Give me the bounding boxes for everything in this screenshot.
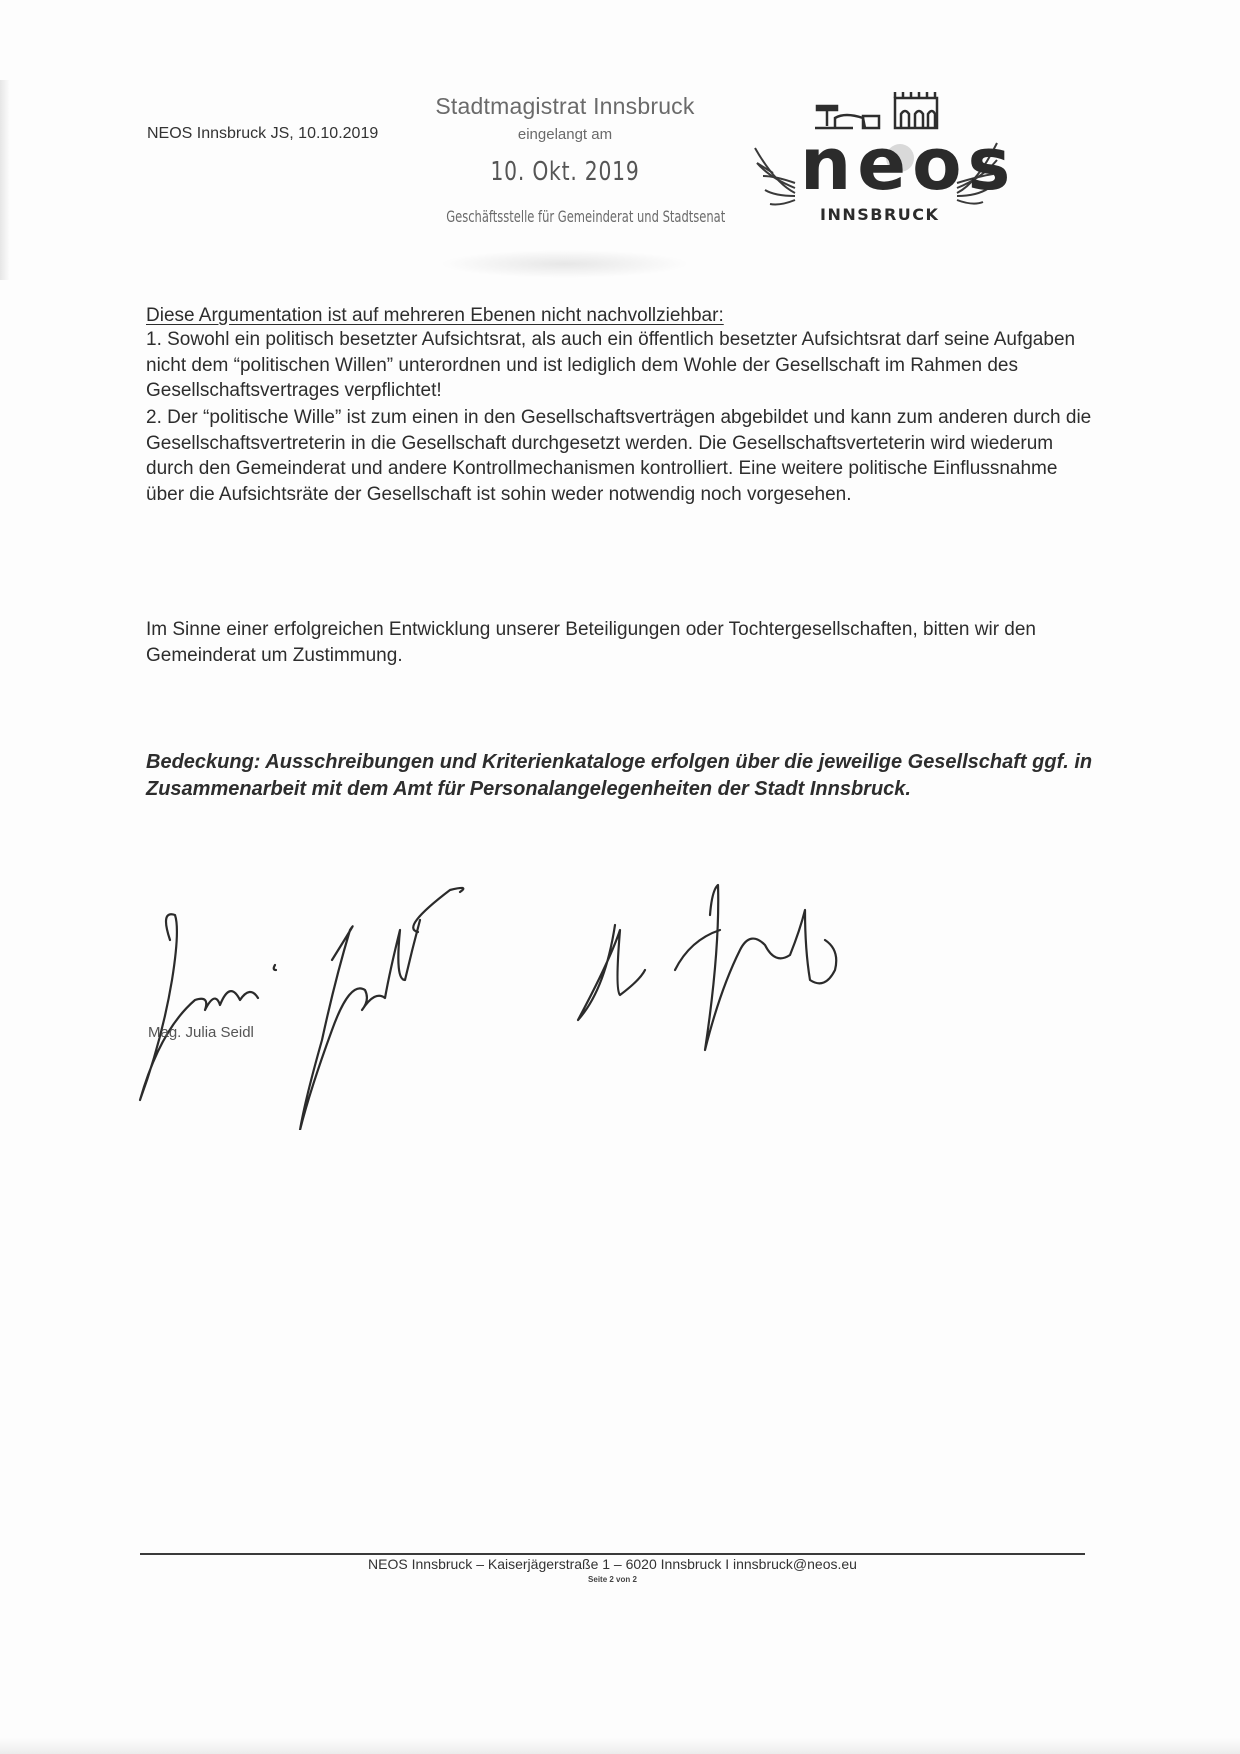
logo-wordmark — [800, 122, 1017, 206]
signature-1 — [140, 914, 258, 1100]
signatures — [100, 870, 860, 1130]
coverage-note: Bedeckung: Ausschreibungen und Kriterienkataloge erfolgen über die jeweilige Gesellschaft ggf. in Zusammenarbeit mit dem Amt für Personalangelegenheiten der Stadt Innsbruck. — [146, 751, 1093, 800]
stamp-smudge — [440, 250, 690, 278]
closing-request: Im Sinne einer erfolgreichen Entwicklung unserer Beteiligungen oder Tochtergesellschaften, bitten wir den Gemeinderat um Zustimmung. — [146, 619, 1037, 666]
stamp-date: 10. Okt. 2019 — [490, 157, 640, 187]
sender-reference: NEOS Innsbruck JS, 10.10.2019 — [147, 125, 379, 142]
logo-subtitle: INNSBRUCK — [820, 205, 940, 224]
received-stamp — [400, 93, 730, 226]
logo-word-text: neos — [800, 122, 1017, 206]
footer-rule — [140, 1553, 1085, 1555]
neos-logo — [745, 88, 1015, 228]
page-number: Seite 2 von 2 — [588, 1575, 637, 1584]
footer-address: NEOS Innsbruck – Kaiserjägerstraße 1 – 6020 Innsbruck I innsbruck@neos.eu — [368, 1556, 857, 1572]
stamp-received-label: eingelangt am — [517, 126, 613, 143]
argument-point-1: 1. Sowohl ein politisch besetzter Aufsichtsrat, als auch ein öffentlich besetzter Aufsichtsrat darf seine Aufgaben nicht dem “politischen Willen” unterordnen und ist lediglich dem Wohle der Gesellschaft im Rahmen des Gesellschaftsvertrages verpflichtet! — [146, 329, 1076, 401]
stamp-office: Geschäftsstelle für Gemeinderat und Stadtsenat — [446, 207, 726, 226]
argument-point-2: 2. Der “politische Wille” ist zum einen in den Gesellschaftsverträgen abgebildet und kann zum anderen durch die Gesellschaftsvertreterin in die Gesellschaft durchgesetzt werden. Die Gesellschaftsverteterin wird wiederum durch den Gemeinderat und andere Kontrollmechanismen kontrolliert. Eine weitere politische Einflussnahme über die Aufsichtsräte der Gesellschaft ist sohin weder notwendig noch vorgesehen. — [146, 407, 1092, 505]
stamp-authority: Stadtmagistrat Innsbruck — [435, 93, 695, 119]
argument-heading: Diese Argumentation ist auf mehreren Ebenen nicht nachvollziehbar: — [146, 305, 724, 326]
scan-bottom-shadow — [0, 1738, 1240, 1754]
signatory-name: Mag. Julia Seidl — [148, 1024, 254, 1041]
signature-2 — [578, 925, 645, 1020]
scan-edge-shadow — [0, 80, 10, 280]
